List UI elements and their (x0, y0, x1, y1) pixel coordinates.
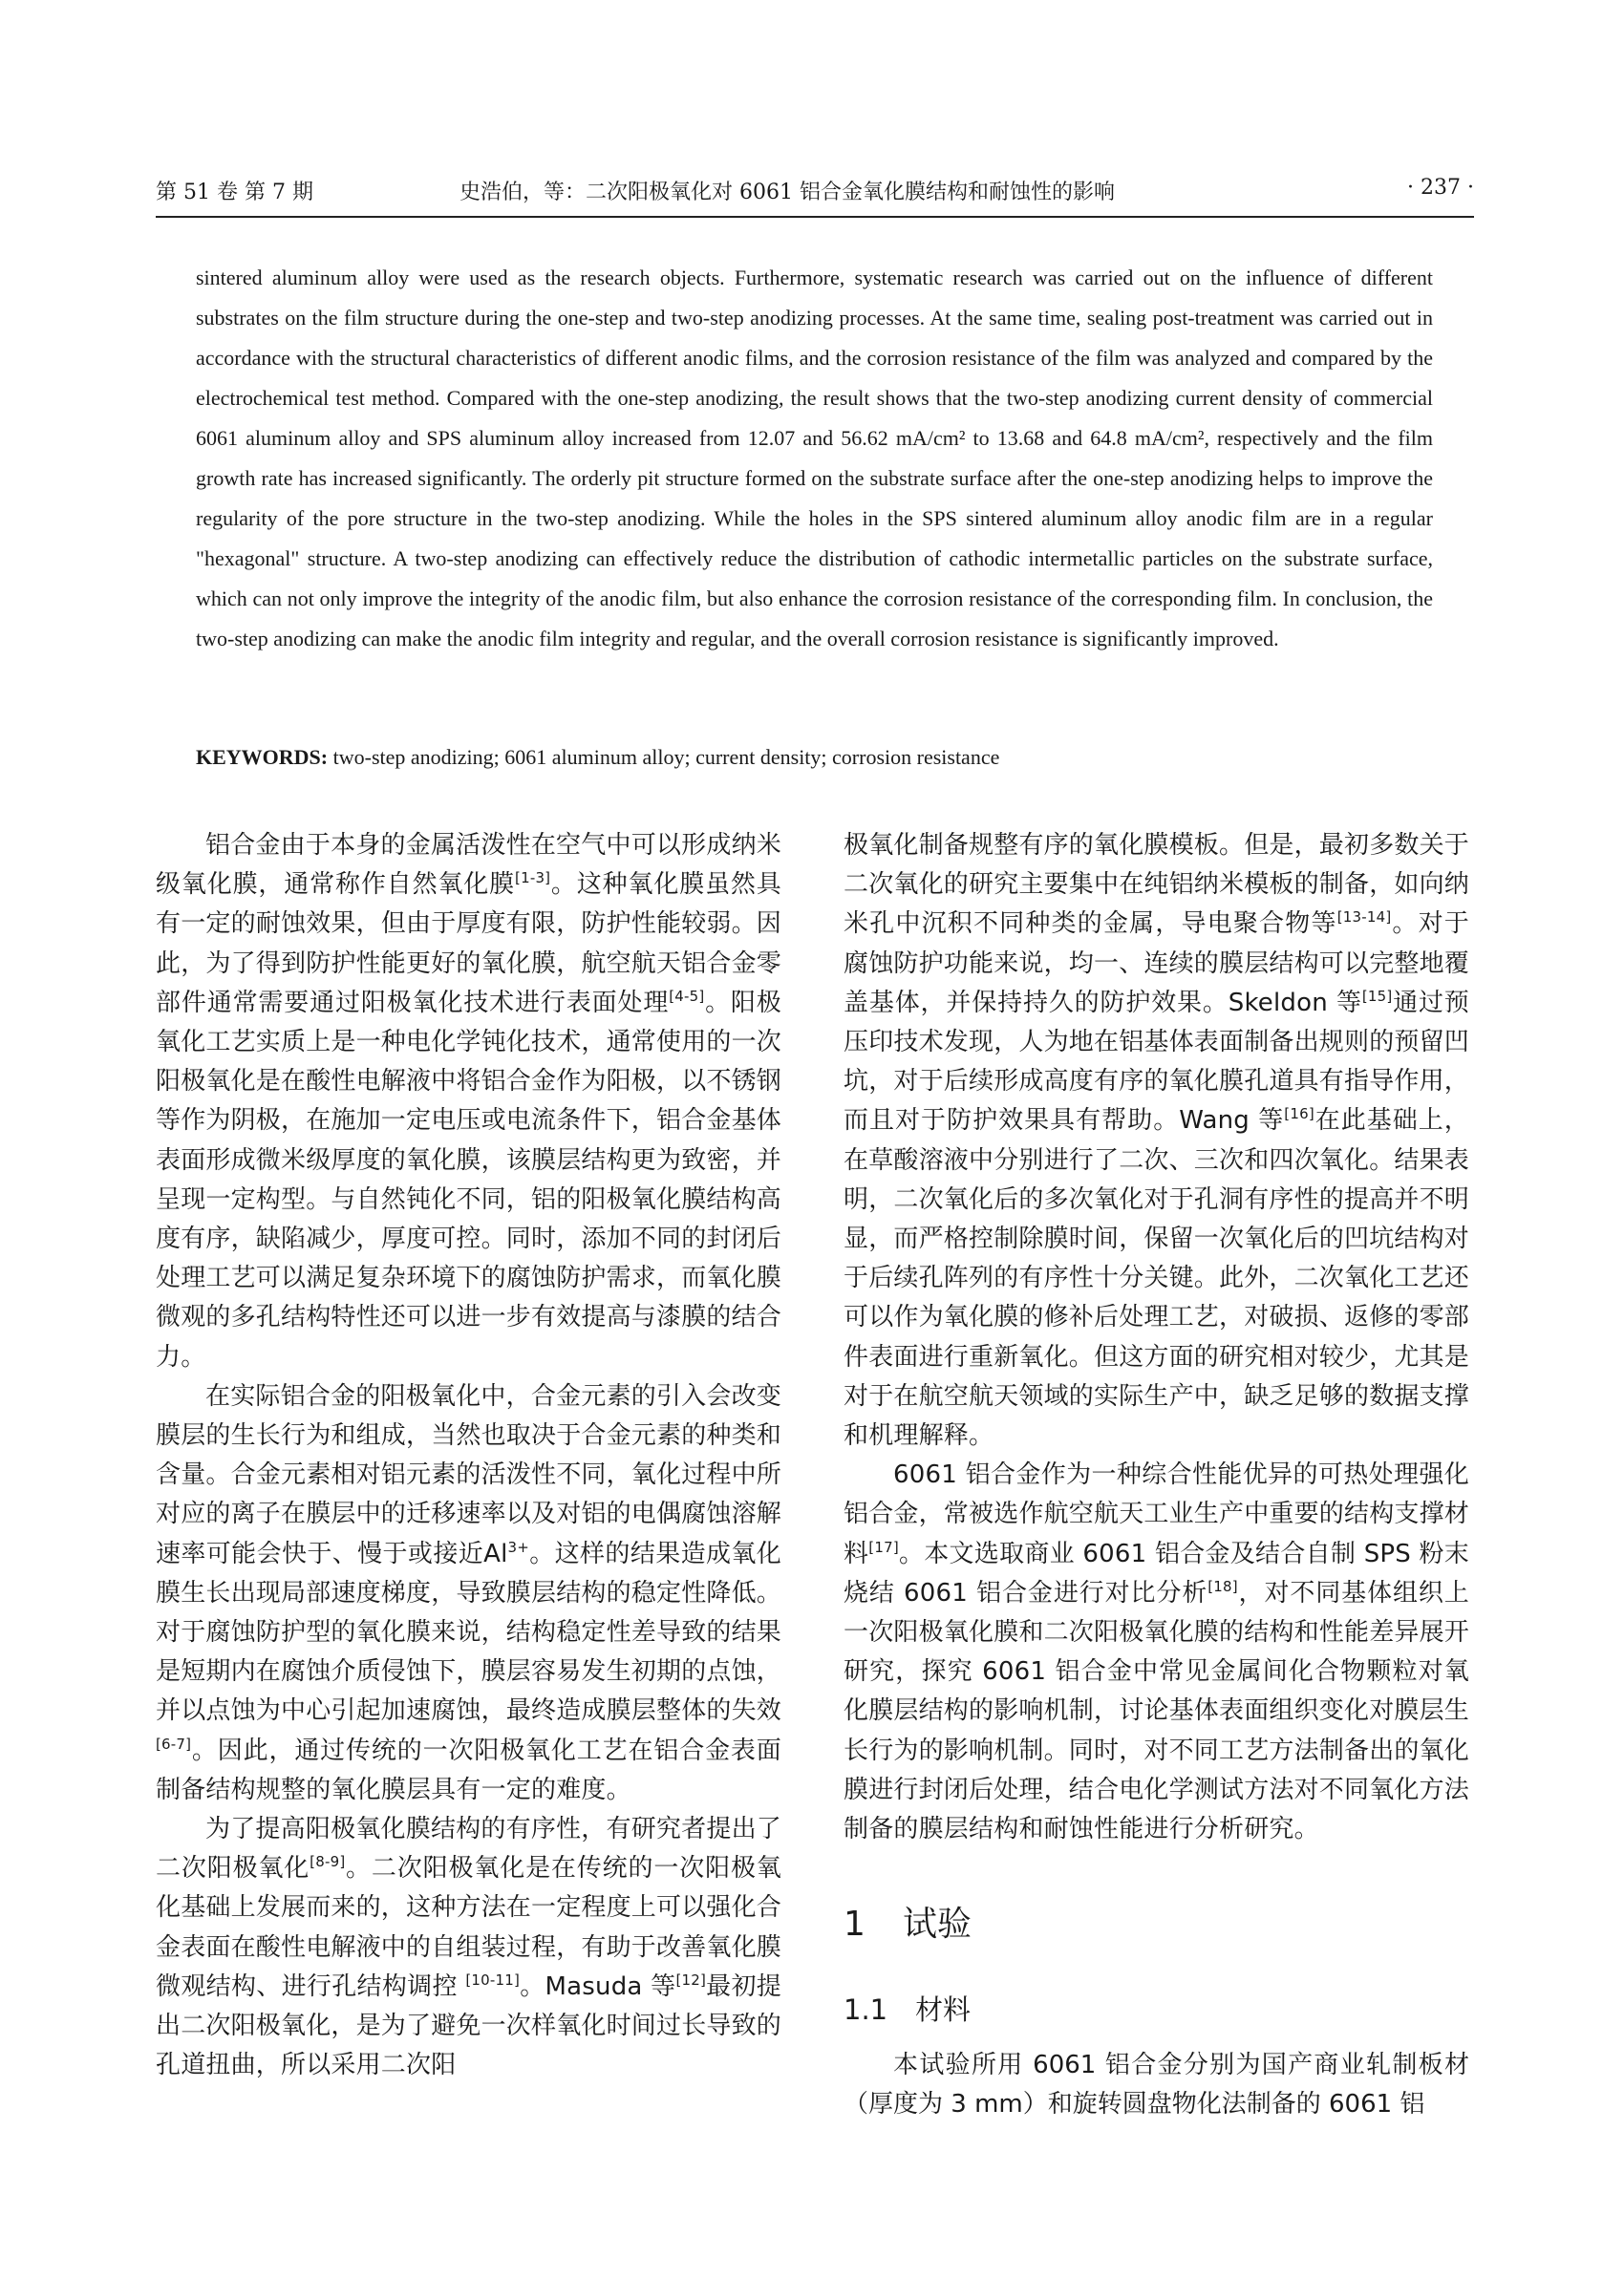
subsection-heading (844, 1989, 971, 2031)
running-title: 史浩伯，等：二次阳极氧化对 6061 铝合金氧化膜结构和耐蚀性的影响 (459, 181, 1115, 204)
citation[interactable]: [16] (1284, 1105, 1314, 1123)
paragraph: 铝合金由于本身的金属活泼性在空气中可以形成纳米级氧化膜，通常称作自然氧化膜[1-3]。这种氧化膜虽然具有一定的耐蚀效果，但由于厚度有限，防护性能较弱。因此，为了得到防护性能更好的氧化膜，航空航天铝合金零部件通常需要通过阳极氧化技术进行表面处理[4-5]。阳极氧化工艺实质上是一种电化学钝化技术，通常使用的一次阳极氧化是在酸性电解液中将铝合金作为阳极，以不锈钢等作为阴极，在施加一定电压或电流条件下，铝合金基体表面形成微米级厚度的氧化膜，该膜层结构更为致密，并呈现一定构型。与自然钝化不同，铝的阳极氧化膜结构高度有序，缺陷减少，厚度可控。同时，添加不同的封闭后处理工艺可以满足复杂环境下的腐蚀防护需求，而氧化膜微观的多孔结构特性还可以进一步有效提高与漆膜的结合力。 (156, 831, 782, 1372)
citation[interactable]: [6-7] (156, 1735, 192, 1753)
citation[interactable]: [4-5] (669, 987, 705, 1005)
citation[interactable]: [13-14] (1336, 908, 1392, 927)
paragraph: 为了提高阳极氧化膜结构的有序性，有研究者提出了二次阳极氧化[8-9]。二次阳极氧化是在传统的一次阳极氧化基础上发展而来的，这种方法在一定程度上可以强化合金表面在酸性电解液中的自组装过程，有助于改善氧化膜微观结构、进行孔结构调控 [10-11]。Masuda 等[12]最初提出二次阳极氧化，是为了避免一次样氧化时间过长导致的孔道扭曲，所以采用二次阳 (156, 1815, 782, 2080)
abstract-text: sintered aluminum alloy were used as the research objects. Furthermore, systematic research was carried out on the influence of different substrates on the film structure during the one-step and two-step anodizing processes. At the same time, sealing post-treatment was carried out in accordance with the structural characteristics of different anodic films, and the corrosion resistance of the film was analyzed and compared by the electrochemical test method. Compared with the one-step anodizing, the result shows that the two-step anodizing current density of commercial 6061 aluminum alloy and SPS aluminum alloy increased from 12.07 and 56.62 mA/cm² to 13.68 and 64.8 mA/cm², respectively and the film growth rate has increased significantly. The orderly pit structure formed on the substrate surface after the one-step anodizing helps to improve the regularity of the pore structure in the two-step anodizing. While the holes in the SPS sintered aluminum alloy anodic film are in a regular "hexagonal" structure. A two-step anodizing can effectively reduce the distribution of cathodic intermetallic particles on the substrate surface, which can not only improve the integrity of the anodic film, but also enhance the corrosion resistance of the corresponding film. In conclusion, the two-step anodizing can make the anodic film integrity and regular, and the overall corrosion resistance is significantly improved. (196, 266, 1433, 650)
running-header (156, 176, 1474, 214)
citation[interactable]: [10-11] (465, 1971, 521, 1989)
subsection-number: 1.1 (844, 1993, 888, 2026)
citation[interactable]: [18] (1207, 1577, 1238, 1595)
superscript: 3+ (507, 1538, 530, 1556)
right-column (844, 826, 1469, 1849)
citation[interactable]: [1-3] (515, 869, 551, 887)
section-heading (844, 1901, 972, 1949)
section-number: 1 (844, 1905, 865, 1944)
keywords-label: KEYWORDS: (196, 745, 329, 769)
paragraph: 在实际铝合金的阳极氧化中，合金元素的引入会改变膜层的生长行为和组成，当然也取决于合金元素的种类和含量。合金元素相对铝元素的活泼性不同，氧化过程中所对应的离子在膜层中的迁移速率以及对铝的电偶腐蚀溶解速率可能会快于、慢于或接近$Al^{3+}$。这样的结果造成氧化膜生长出现局部速度梯度，导致膜层结构的稳定性降低。对于腐蚀防护型的氧化膜来说，结构稳定性差导致的结果是短期内在腐蚀介质侵蚀下，膜层容易发生初期的点蚀，并以点蚀为中心引起加速腐蚀，最终造成膜层整体的失效[6-7]。因此，通过传统的一次阳极氧化工艺在铝合金表面制备结构规整的氧化膜层具有一定的难度。 (156, 1381, 782, 1804)
paragraph: 本试验所用 6061 铝合金分别为国产商业轧制板材（厚度为 3 mm）和旋转圆盘物化法制备的 6061 铝 (844, 2051, 1469, 2120)
paragraph: 极氧化制备规整有序的氧化膜模板。但是，最初多数关于二次氧化的研究主要集中在纯铝纳米模板的制备，如向纳米孔中沉积不同种类的金属，导电聚合物等[13-14]。对于腐蚀防护功能来说，均一、连续的膜层结构可以完整地覆盖基体，并保持持久的防护效果。Skeldon 等[15]通过预压印技术发现，人为地在铝基体表面制备出规则的预留凹坑，对于后续形成高度有序的氧化膜孔道具有指导作用，而且对于防护效果具有帮助。Wang 等[16]在此基础上，在草酸溶液中分别进行了二次、三次和四次氧化。结果表明，二次氧化后的多次氧化对于孔洞有序性的提高并不明显，而严格控制除膜时间，保留一次氧化后的凹坑结构对于后续孔阵列的有序性十分关键。此外，二次氧化工艺还可以作为氧化膜的修补后处理工艺，对破损、返修的零部件表面进行重新氧化。但这方面的研究相对较少，尤其是对于在航空航天领域的实际生产中，缺乏足够的数据支撑和机理解释。 (844, 831, 1470, 1451)
paragraph: 6061 铝合金作为一种综合性能优异的可热处理强化铝合金，常被选作航空航天工业生产中重要的结构支撑材料[17]。本文选取商业 6061 铝合金及结合自制 SPS 粉末烧结 6061 铝合金进行对比分析[18]，对不同基体组织上一次阳极氧化膜和二次阳极氧化膜的结构和性能差异展开研究，探究 6061 铝合金中常见金属间化合物颗粒对氧化膜层结构的影响机制，讨论基体表面组织变化对膜层生长行为的影响机制。同时，对不同工艺方法制备出的氧化膜进行封闭后处理，结合电化学测试方法对不同氧化方法制备的膜层结构和耐蚀性能进行分析研究。 (844, 1460, 1470, 1844)
citation[interactable]: [17] (868, 1538, 899, 1556)
page-number: · 237 · (1407, 176, 1474, 200)
citation[interactable]: [8-9] (310, 1853, 346, 1871)
citation[interactable]: [12] (675, 1971, 707, 1989)
subsection-title: 材料 (915, 1993, 972, 2026)
section-title: 试验 (903, 1905, 972, 1944)
abstract-block (196, 258, 1433, 659)
header-rule (156, 216, 1474, 218)
keywords-line (196, 737, 1433, 778)
left-column (156, 826, 781, 2086)
keywords-text: two-step anodizing; 6061 aluminum alloy; current density; corrosion resistance (328, 745, 1000, 769)
right-column-section (844, 2046, 1469, 2124)
citation[interactable]: [15] (1361, 987, 1393, 1005)
journal-volume-issue: 第 51 卷 第 7 期 (156, 181, 313, 204)
